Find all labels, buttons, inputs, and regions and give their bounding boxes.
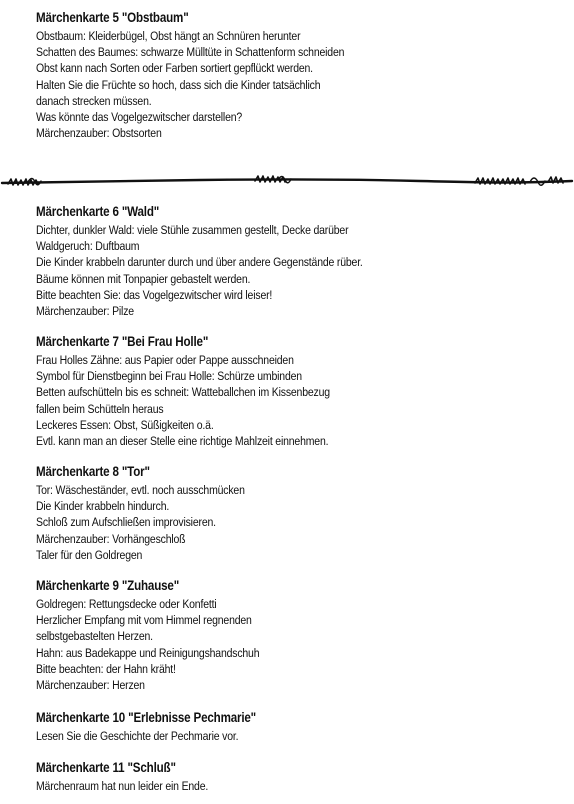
card-text-line: Märchenzauber: Vorhängeschloß	[36, 531, 186, 546]
card-text-line: Dichter, dunkler Wald: viele Stühle zusammen gestellt, Decke darüber	[36, 223, 349, 237]
card-text-line: Märchenzauber: Pilze	[36, 304, 134, 319]
card-text-line: Tor: Wäscheständer, evtl. noch ausschmücken	[36, 483, 245, 497]
card-text-line: Hahn: aus Badekappe und Reinigungshandschuh	[36, 645, 260, 660]
card-text-line: selbstgebastelten Herzen.	[36, 629, 153, 644]
card-bei-frau-holle	[36, 334, 566, 449]
card-wald	[36, 204, 566, 319]
card-text-line: Märchenraum hat nun leider ein Ende.	[36, 779, 209, 793]
card-text-line: Was könnte das Vogelgezwitscher darstellen?	[36, 110, 243, 125]
card-text-line: Frau Holles Zähne: aus Papier oder Pappe ausschneiden	[36, 353, 294, 367]
card-text-line: Die Kinder krabbeln darunter durch und über andere Gegenstände rüber.	[36, 255, 363, 270]
card-text-line: Betten aufschütteln bis es schneit: Watteballchen im Kissenbezug	[36, 385, 330, 400]
card-text-line: Obst kann nach Sorten oder Farben sortiert gepflückt werden.	[36, 61, 313, 76]
card-title: Märchenkarte 6 "Wald"	[36, 204, 160, 219]
card-text-line: danach strecken müssen.	[36, 93, 152, 108]
card-text-line: Schatten des Baumes: schwarze Mülltüte in Schattenform schneiden	[36, 45, 345, 60]
card-text-line: fallen beim Schütteln heraus	[36, 401, 164, 416]
card-text-line: Bitte beachten Sie: das Vogelgezwitscher wird leiser!	[36, 287, 273, 302]
card-title: Märchenkarte 7 "Bei Frau Holle"	[36, 334, 209, 349]
card-title: Märchenkarte 5 "Obstbaum"	[36, 10, 189, 25]
card-text-line: Herzlicher Empfang mit vom Himmel regnenden	[36, 613, 252, 628]
card-text-line: Symbol für Dienstbeginn bei Frau Holle: Schürze umbinden	[36, 369, 302, 384]
card-text-line: Lesen Sie die Geschichte der Pechmarie vor.	[36, 729, 239, 743]
card-erlebnisse-pechmarie	[36, 710, 566, 744]
card-title: Märchenkarte 10 "Erlebnisse Pechmarie"	[36, 710, 257, 725]
card-text-line: Evtl. kann man an dieser Stelle eine richtige Mahlzeit einnehmen.	[36, 434, 329, 449]
card-text-line: Märchenzauber: Herzen	[36, 678, 145, 693]
squiggle-divider	[0, 168, 574, 198]
card-schluss	[36, 760, 566, 794]
card-zuhause	[36, 578, 566, 693]
card-text-line: Bitte beachten: der Hahn kräht!	[36, 661, 176, 676]
card-title: Märchenkarte 11 "Schluß"	[36, 760, 176, 775]
card-text-line: Bäume können mit Tonpapier gebastelt werden.	[36, 271, 251, 286]
card-tor	[36, 464, 566, 563]
card-title: Märchenkarte 9 "Zuhause"	[36, 578, 180, 593]
card-text-line: Taler für den Goldregen	[36, 547, 143, 562]
card-obstbaum	[36, 10, 566, 141]
card-text-line: Waldgeruch: Duftbaum	[36, 239, 140, 254]
card-text-line: Goldregen: Rettungsdecke oder Konfetti	[36, 597, 217, 611]
card-text-line: Leckeres Essen: Obst, Süßigkeiten o.ä.	[36, 417, 214, 432]
card-text-line: Die Kinder krabbeln hindurch.	[36, 499, 170, 514]
card-text-line: Halten Sie die Früchte so hoch, dass sich die Kinder tatsächlich	[36, 77, 321, 92]
card-title: Märchenkarte 8 "Tor"	[36, 464, 150, 479]
card-text-line: Märchenzauber: Obstsorten	[36, 126, 162, 141]
card-text-line: Schloß zum Aufschließen improvisieren.	[36, 515, 216, 530]
card-text-line: Obstbaum: Kleiderbügel, Obst hängt an Schnüren herunter	[36, 29, 301, 43]
